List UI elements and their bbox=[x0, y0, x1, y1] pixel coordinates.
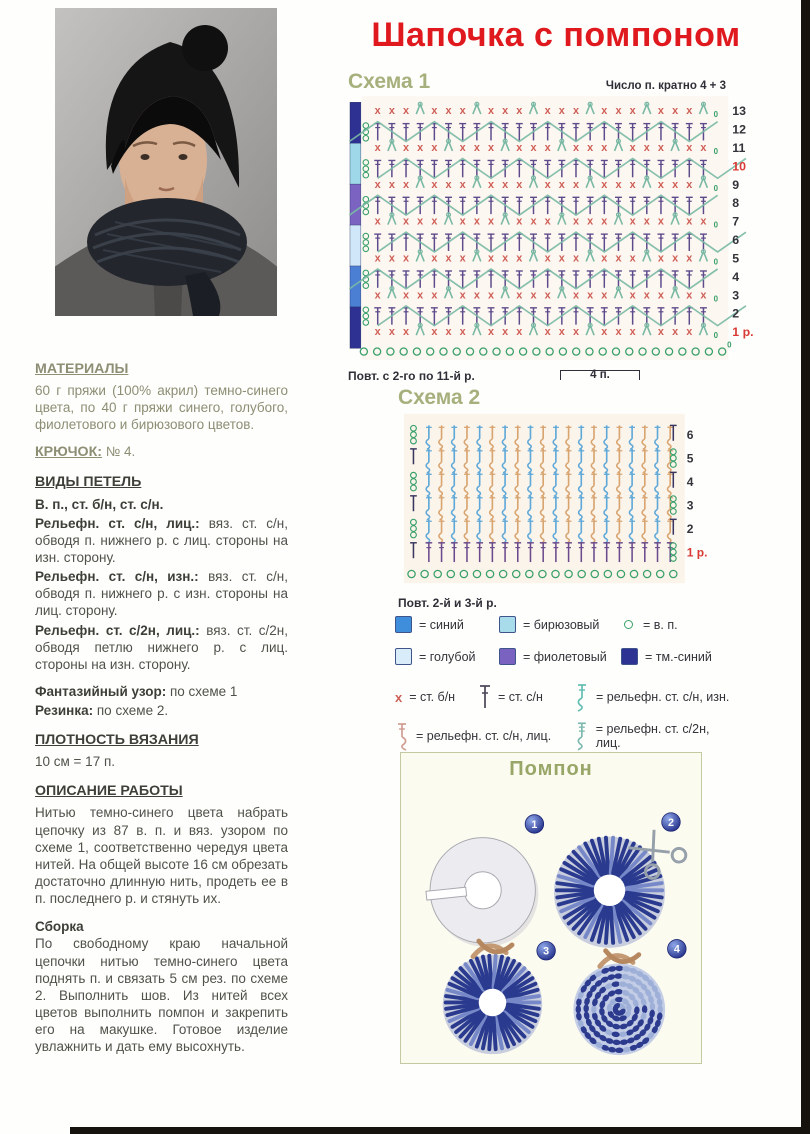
svg-text:x: x bbox=[431, 215, 438, 228]
svg-text:x: x bbox=[516, 178, 523, 191]
chain-stitch-icon bbox=[624, 620, 633, 629]
svg-text:x: x bbox=[657, 105, 664, 118]
svg-text:x: x bbox=[643, 215, 650, 228]
svg-text:x: x bbox=[601, 105, 608, 118]
svg-text:x: x bbox=[643, 289, 650, 302]
svg-text:x: x bbox=[388, 252, 395, 265]
svg-text:x: x bbox=[487, 326, 495, 339]
svg-text:x: x bbox=[558, 252, 565, 265]
svg-text:x: x bbox=[473, 141, 480, 154]
svg-text:x: x bbox=[686, 141, 693, 154]
svg-text:x: x bbox=[544, 252, 551, 265]
legend-item-tm-siniy: = тм.-синий bbox=[621, 648, 735, 665]
svg-text:x: x bbox=[502, 178, 509, 191]
gauge-heading: ПЛОТНОСТЬ ВЯЗАНИЯ bbox=[35, 732, 199, 749]
svg-text:x: x bbox=[516, 289, 523, 302]
svg-text:x: x bbox=[587, 289, 594, 302]
svg-text:x: x bbox=[629, 289, 636, 302]
scheme1-repeat-bracket: 4 п. bbox=[560, 370, 640, 380]
svg-text:2: 2 bbox=[686, 521, 694, 536]
svg-text:x: x bbox=[657, 141, 664, 154]
svg-text:x: x bbox=[487, 252, 495, 265]
svg-text:x: x bbox=[403, 326, 410, 339]
single-crochet-icon: x bbox=[395, 689, 403, 705]
svg-text:3: 3 bbox=[543, 945, 550, 958]
svg-text:11: 11 bbox=[732, 140, 746, 155]
svg-text:x: x bbox=[657, 252, 664, 265]
svg-text:x: x bbox=[700, 141, 707, 154]
materials-body: 60 г пряжи (100% акрил) темно-синего цвета, по 40 г пряжи синего, голубого, фиолетового и бирюзового цветов. bbox=[35, 383, 288, 433]
scheme1-header bbox=[348, 70, 760, 94]
scheme1-block bbox=[348, 70, 760, 389]
svg-text:x: x bbox=[388, 105, 395, 118]
svg-text:2: 2 bbox=[667, 816, 674, 829]
svg-text:1 р.: 1 р. bbox=[732, 325, 754, 340]
svg-text:6: 6 bbox=[686, 427, 694, 442]
legend-item-sc: x = ст. б/н bbox=[395, 689, 456, 705]
legend-item-relief2-front: = рельефн. ст. с/2н, лиц. bbox=[575, 721, 735, 751]
svg-text:x: x bbox=[558, 105, 565, 118]
svg-text:x: x bbox=[431, 326, 438, 339]
scheme2-footer bbox=[398, 596, 710, 616]
work-description-heading: ОПИСАНИЕ РАБОТЫ bbox=[35, 783, 183, 800]
svg-text:x: x bbox=[431, 252, 438, 265]
svg-text:4: 4 bbox=[673, 943, 680, 956]
svg-text:5: 5 bbox=[686, 451, 694, 466]
hook-heading: КРЮЧОК: bbox=[35, 444, 102, 461]
svg-text:x: x bbox=[572, 141, 580, 154]
legend-item-fioletovyi: = фиолетовый bbox=[499, 648, 621, 665]
svg-text:x: x bbox=[403, 141, 410, 154]
legend-symbols-row2 bbox=[395, 721, 735, 751]
svg-text:x: x bbox=[572, 289, 580, 302]
color-swatch-darkblue bbox=[621, 648, 638, 665]
svg-text:4: 4 bbox=[686, 474, 694, 489]
legend-item-dc: = ст. с/н bbox=[479, 684, 575, 710]
stitch-types-heading: ВИДЫ ПЕТЕЛЬ bbox=[35, 474, 142, 491]
svg-text:x: x bbox=[587, 141, 594, 154]
svg-text:x: x bbox=[700, 215, 707, 228]
svg-text:x: x bbox=[487, 215, 495, 228]
svg-text:x: x bbox=[657, 289, 664, 302]
stitch-def-front: Рельефн. ст. с/н, лиц.: вяз. ст. с/н, обводя п. нижнего р. с лиц. стороны на изн. сторону. bbox=[35, 515, 288, 565]
svg-text:x: x bbox=[544, 215, 551, 228]
svg-text:x: x bbox=[374, 141, 381, 154]
svg-text:x: x bbox=[629, 252, 636, 265]
svg-text:3: 3 bbox=[732, 288, 740, 303]
svg-text:x: x bbox=[459, 105, 466, 118]
svg-text:x: x bbox=[601, 252, 608, 265]
svg-text:x: x bbox=[388, 178, 395, 191]
work-description-body: Нитью темно-синего цвета набрать цепочку из 87 в. п. и вяз. узором по схеме 1, соответственно чередуя цвета нитей. На общей высоте 16 см обрезать достаточно длинную нить, продеть ее в п. последнего р. и стянуть их. bbox=[35, 805, 288, 907]
svg-text:x: x bbox=[615, 326, 622, 339]
svg-text:x: x bbox=[686, 215, 693, 228]
svg-text:12: 12 bbox=[732, 122, 747, 137]
svg-text:x: x bbox=[615, 105, 622, 118]
scan-edge-bottom bbox=[70, 1127, 810, 1134]
svg-text:9: 9 bbox=[732, 177, 740, 192]
svg-text:x: x bbox=[672, 252, 679, 265]
assembly-body: По свободному краю начальной цепочки нитью темно-синего цвета поднять п. и связать 5 см рез. по схеме 2. Выполнить шов. Из нитей всех цветов выполнить помпон и закрепить его на макушке. Готовое изделие увлажнить и дать ему высохнуть. bbox=[35, 936, 288, 1055]
svg-text:x: x bbox=[657, 178, 664, 191]
svg-text:x: x bbox=[459, 289, 466, 302]
svg-text:x: x bbox=[544, 105, 551, 118]
svg-text:x: x bbox=[672, 105, 679, 118]
scheme2-block bbox=[398, 386, 710, 616]
svg-text:x: x bbox=[459, 178, 466, 191]
legend-item-relief-front: = рельефн. ст. с/н, лиц. bbox=[395, 721, 575, 751]
svg-text:x: x bbox=[487, 141, 495, 154]
legend-item-chain: = в. п. bbox=[621, 618, 735, 632]
svg-text:x: x bbox=[572, 215, 580, 228]
svg-text:1: 1 bbox=[531, 818, 538, 831]
svg-text:x: x bbox=[374, 105, 381, 118]
scheme1-stitch-count-note: Число п. кратно 4 + 3 bbox=[605, 80, 726, 92]
legend-item-goluboy: = голубой bbox=[395, 648, 499, 665]
svg-text:x: x bbox=[473, 215, 480, 228]
svg-text:8: 8 bbox=[732, 196, 740, 211]
svg-text:x: x bbox=[643, 141, 650, 154]
svg-text:x: x bbox=[473, 289, 480, 302]
gauge-body: 10 см = 17 п. bbox=[35, 754, 116, 770]
svg-text:x: x bbox=[572, 178, 580, 191]
svg-text:3: 3 bbox=[686, 498, 694, 513]
instructions-column bbox=[35, 360, 288, 1057]
svg-text:x: x bbox=[601, 178, 608, 191]
svg-text:x: x bbox=[487, 105, 495, 118]
legend-item-siniy: = синий bbox=[395, 616, 499, 633]
svg-text:x: x bbox=[615, 178, 622, 191]
svg-text:6: 6 bbox=[732, 233, 740, 248]
legend-item-biryuzovyi: = бирюзовый bbox=[499, 616, 621, 633]
fantasy-pattern-line: Фантазийный узор: по схеме 1 bbox=[35, 683, 238, 699]
svg-text:x: x bbox=[657, 215, 664, 228]
svg-text:x: x bbox=[459, 215, 466, 228]
legend-item-relief-back: = рельефн. ст. с/н, изн. bbox=[575, 682, 735, 712]
svg-text:x: x bbox=[601, 141, 608, 154]
svg-text:x: x bbox=[431, 289, 438, 302]
pompom-instructions-box bbox=[400, 752, 702, 1064]
svg-text:x: x bbox=[403, 105, 410, 118]
svg-text:x: x bbox=[417, 215, 424, 228]
svg-text:0: 0 bbox=[727, 340, 732, 350]
color-swatch-blue bbox=[395, 616, 412, 633]
pompom-steps-illustration bbox=[406, 783, 696, 1061]
scheme2-repeat-note: Повт. 2-й и 3-й р. bbox=[398, 596, 497, 610]
svg-text:x: x bbox=[431, 105, 438, 118]
svg-text:4: 4 bbox=[732, 269, 740, 284]
svg-text:x: x bbox=[445, 326, 452, 339]
svg-text:x: x bbox=[417, 289, 424, 302]
svg-text:x: x bbox=[686, 105, 693, 118]
svg-text:x: x bbox=[544, 289, 551, 302]
svg-text:0: 0 bbox=[713, 220, 719, 230]
svg-text:x: x bbox=[459, 141, 466, 154]
svg-text:0: 0 bbox=[713, 146, 719, 156]
svg-text:x: x bbox=[459, 326, 466, 339]
svg-text:0: 0 bbox=[713, 331, 719, 341]
svg-text:x: x bbox=[502, 105, 509, 118]
svg-text:x: x bbox=[403, 289, 410, 302]
svg-text:x: x bbox=[544, 141, 551, 154]
basic-stitches-line: В. п., ст. б/н, ст. с/н. bbox=[35, 496, 164, 512]
svg-text:x: x bbox=[601, 215, 608, 228]
svg-text:x: x bbox=[374, 215, 381, 228]
legend-colors bbox=[395, 616, 735, 665]
page-title: Шапочка с помпоном bbox=[371, 16, 741, 54]
svg-text:x: x bbox=[374, 178, 381, 191]
svg-text:x: x bbox=[374, 326, 381, 339]
svg-text:x: x bbox=[403, 252, 410, 265]
svg-text:x: x bbox=[516, 105, 523, 118]
svg-text:x: x bbox=[629, 141, 636, 154]
pompom-title: Помпон bbox=[509, 758, 593, 780]
svg-text:x: x bbox=[417, 141, 424, 154]
color-swatch-lightblue bbox=[395, 648, 412, 665]
materials-heading: МАТЕРИАЛЫ bbox=[35, 361, 129, 377]
svg-text:x: x bbox=[374, 252, 381, 265]
svg-text:x: x bbox=[516, 326, 523, 339]
svg-text:x: x bbox=[544, 326, 551, 339]
relief-dc-front-icon bbox=[395, 721, 409, 751]
svg-text:x: x bbox=[431, 178, 438, 191]
svg-text:0: 0 bbox=[713, 183, 719, 193]
ribbing-line: Резинка: по схеме 2. bbox=[35, 703, 169, 719]
svg-text:1 р.: 1 р. bbox=[686, 545, 708, 560]
svg-text:0: 0 bbox=[713, 110, 719, 120]
svg-text:5: 5 bbox=[732, 251, 740, 266]
legend-symbols-row1 bbox=[395, 682, 735, 712]
color-swatch-violet bbox=[499, 648, 516, 665]
svg-text:x: x bbox=[629, 178, 636, 191]
model-photo bbox=[55, 8, 277, 316]
svg-text:x: x bbox=[516, 141, 523, 154]
relief-dc-back-icon bbox=[575, 682, 589, 712]
svg-text:x: x bbox=[530, 141, 537, 154]
svg-text:x: x bbox=[459, 252, 466, 265]
scheme1-label: Схема 1 bbox=[348, 70, 431, 93]
double-crochet-icon bbox=[479, 684, 491, 710]
assembly-heading: Сборка bbox=[35, 919, 84, 935]
svg-text:x: x bbox=[572, 326, 580, 339]
svg-text:x: x bbox=[374, 289, 381, 302]
svg-text:x: x bbox=[544, 178, 551, 191]
color-swatch-turquoise bbox=[499, 616, 516, 633]
scheme2-label: Схема 2 bbox=[398, 386, 481, 409]
svg-text:x: x bbox=[502, 326, 509, 339]
svg-text:x: x bbox=[445, 105, 452, 118]
svg-text:13: 13 bbox=[732, 104, 747, 119]
svg-text:x: x bbox=[686, 252, 693, 265]
svg-text:x: x bbox=[558, 178, 565, 191]
legend bbox=[395, 616, 735, 751]
svg-text:x: x bbox=[572, 105, 580, 118]
svg-text:x: x bbox=[403, 215, 410, 228]
relief-dc2-front-icon bbox=[575, 721, 589, 751]
scheme2-header bbox=[398, 386, 710, 410]
svg-text:x: x bbox=[686, 326, 693, 339]
svg-text:x: x bbox=[558, 326, 565, 339]
svg-text:x: x bbox=[672, 326, 679, 339]
svg-text:7: 7 bbox=[732, 214, 740, 229]
svg-text:x: x bbox=[686, 289, 693, 302]
svg-text:x: x bbox=[516, 215, 523, 228]
svg-text:x: x bbox=[431, 141, 438, 154]
scan-edge-right bbox=[801, 0, 810, 1134]
svg-text:x: x bbox=[587, 215, 594, 228]
svg-text:10: 10 bbox=[732, 159, 747, 174]
svg-text:x: x bbox=[403, 178, 410, 191]
svg-text:x: x bbox=[388, 326, 395, 339]
svg-text:x: x bbox=[601, 289, 608, 302]
svg-text:x: x bbox=[445, 252, 452, 265]
svg-text:x: x bbox=[487, 289, 495, 302]
svg-text:x: x bbox=[615, 252, 622, 265]
svg-text:x: x bbox=[601, 326, 608, 339]
svg-text:0: 0 bbox=[713, 257, 719, 267]
svg-text:x: x bbox=[700, 289, 707, 302]
svg-text:x: x bbox=[530, 289, 537, 302]
svg-text:x: x bbox=[516, 252, 523, 265]
svg-text:x: x bbox=[445, 178, 452, 191]
svg-text:x: x bbox=[629, 326, 636, 339]
svg-text:x: x bbox=[629, 105, 636, 118]
svg-text:x: x bbox=[657, 326, 664, 339]
model-photo-image bbox=[55, 8, 277, 316]
svg-text:x: x bbox=[629, 215, 636, 228]
stitch-def-back: Рельефн. ст. с/н, изн.: вяз. ст. с/н, обводя п. нижнего р. с изн. стороны на лиц. сторону. bbox=[35, 569, 288, 619]
svg-text:x: x bbox=[686, 178, 693, 191]
scheme1-repeat-note: Повт. с 2-го по 11-й р. bbox=[348, 369, 475, 383]
scheme1-chart bbox=[348, 94, 760, 362]
svg-text:x: x bbox=[530, 215, 537, 228]
svg-text:x: x bbox=[487, 178, 495, 191]
svg-text:x: x bbox=[502, 252, 509, 265]
scheme2-chart bbox=[398, 410, 708, 589]
svg-text:2: 2 bbox=[732, 306, 740, 321]
hook-line: КРЮЧОК: № 4. bbox=[35, 444, 136, 461]
svg-text:x: x bbox=[672, 178, 679, 191]
svg-text:x: x bbox=[572, 252, 580, 265]
svg-text:0: 0 bbox=[713, 294, 719, 304]
stitch-def-treble: Рельефн. ст. с/2н, лиц.: вяз. ст. с/2н, обводя петлю нижнего р. с лиц. стороны на изн. сторону. bbox=[35, 622, 288, 672]
